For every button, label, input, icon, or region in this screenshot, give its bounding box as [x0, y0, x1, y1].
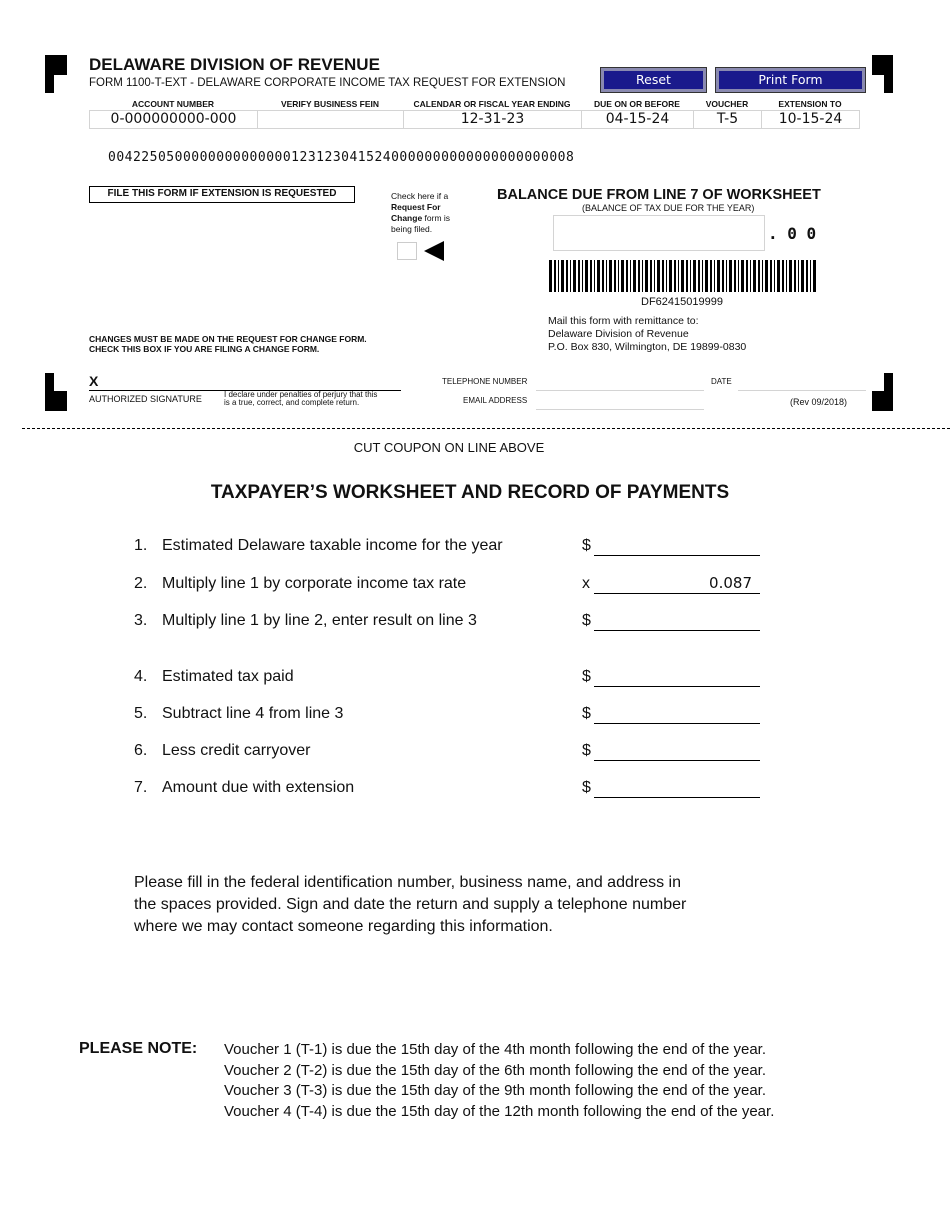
barcode-bar: [621, 260, 624, 292]
worksheet-title: TAXPAYER’S WORKSHEET AND RECORD OF PAYMENTS: [210, 482, 730, 503]
barcode-bar: [666, 260, 667, 292]
barcode-bar: [722, 260, 724, 292]
barcode-bar: [609, 260, 612, 292]
verify-fein-field[interactable]: [257, 110, 404, 129]
barcode-bar: [698, 260, 700, 292]
mail-line-2: Delaware Division of Revenue: [548, 328, 689, 340]
telephone-field[interactable]: [536, 390, 704, 391]
worksheet-line-number: 7.: [134, 779, 148, 796]
account-number-field[interactable]: 0-000000000-000: [89, 110, 258, 129]
print-form-button[interactable]: Print Form: [716, 68, 865, 92]
declare-line-2: is a true, correct, and complete return.: [224, 398, 360, 407]
barcode-bar: [690, 260, 691, 292]
worksheet-line-label: [134, 779, 354, 797]
registration-mark-top-right-arm: [872, 55, 893, 75]
barcode-bar: [606, 260, 607, 292]
barcode-bar: [801, 260, 804, 292]
worksheet-line-number: 4.: [134, 668, 148, 685]
registration-mark-bottom-right-arm: [872, 391, 893, 411]
worksheet-line-symbol: $: [582, 668, 591, 685]
worksheet-line-7-input[interactable]: [594, 778, 760, 798]
barcode-bar: [729, 260, 732, 292]
worksheet-line-1-input[interactable]: [594, 536, 760, 556]
changes-line-2: CHECK THIS BOX IF YOU ARE FILING A CHANGE FORM.: [89, 344, 320, 354]
barcode-bar: [570, 260, 571, 292]
worksheet-line-3-input[interactable]: [594, 611, 760, 631]
balance-due-title: BALANCE DUE FROM LINE 7 OF WORKSHEET: [497, 187, 821, 203]
cut-line: [22, 428, 950, 429]
barcode-bar: [561, 260, 564, 292]
change-note-bold: Request For Change: [391, 202, 441, 223]
extension-to-label: EXTENSION TO: [778, 99, 842, 109]
change-form-notice: [89, 334, 367, 354]
barcode-bar: [746, 260, 748, 292]
change-form-checkbox[interactable]: [397, 242, 417, 260]
worksheet-line-text: Multiply line 1 by line 2, enter result on line 3: [162, 612, 477, 629]
instructions-paragraph: [134, 872, 814, 938]
worksheet-line-symbol: x: [582, 575, 590, 592]
barcode-bar: [786, 260, 787, 292]
barcode-bar: [642, 260, 643, 292]
barcode-bar: [578, 260, 580, 292]
worksheet-line-label: [134, 705, 343, 723]
barcode-bar: [602, 260, 604, 292]
extension-to-field[interactable]: 10-15-24: [761, 110, 860, 129]
voucher-note: Voucher 4 (T-4) is due the 15th day of the 12th month following the end of the year.: [224, 1102, 775, 1120]
voucher-label: VOUCHER: [705, 99, 749, 109]
worksheet-line-label: [134, 575, 466, 593]
barcode-bar: [549, 260, 552, 292]
barcode-bar: [734, 260, 736, 292]
worksheet-line-label: [134, 612, 477, 630]
form-title: FORM 1100-T-EXT - DELAWARE CORPORATE INCOME TAX REQUEST FOR EXTENSION: [89, 77, 566, 89]
barcode-bar: [662, 260, 664, 292]
balance-due-subtitle: (BALANCE OF TAX DUE FOR THE YEAR): [582, 203, 755, 213]
worksheet-line-symbol: $: [582, 779, 591, 796]
barcode-bar: [686, 260, 688, 292]
declare-line-1: I declare under penalties of perjury that this: [224, 390, 378, 399]
barcode-bar: [585, 260, 588, 292]
year-ending-field[interactable]: 12-31-23: [403, 110, 582, 129]
reset-button[interactable]: Reset: [601, 68, 706, 92]
file-notice: FILE THIS FORM IF EXTENSION IS REQUESTED: [89, 186, 355, 203]
barcode-bar: [630, 260, 631, 292]
worksheet-line-symbol: $: [582, 537, 591, 554]
barcode-bar: [806, 260, 808, 292]
worksheet-line-text: Estimated tax paid: [162, 668, 294, 685]
email-field[interactable]: [536, 409, 704, 410]
change-note-pre: Check here if a: [391, 191, 449, 201]
document-code: DF62415019999: [641, 296, 723, 308]
signature-x-mark: X: [89, 373, 99, 389]
barcode-bar: [798, 260, 799, 292]
barcode-bar: [558, 260, 559, 292]
barcode-bar: [638, 260, 640, 292]
barcode-image: [549, 260, 819, 292]
balance-due-input[interactable]: [553, 215, 765, 251]
barcode-bar: [770, 260, 772, 292]
barcode-bar: [618, 260, 619, 292]
verify-fein-label: VERIFY BUSINESS FEIN: [280, 99, 380, 109]
barcode-bar: [582, 260, 583, 292]
barcode-bar: [702, 260, 703, 292]
barcode-bar: [717, 260, 720, 292]
barcode-bar: [765, 260, 768, 292]
barcode-bar: [714, 260, 715, 292]
barcode-bar: [678, 260, 679, 292]
barcode-bar: [669, 260, 672, 292]
worksheet-line-label: [134, 668, 294, 686]
mailing-address: [548, 315, 746, 354]
barcode-bar: [774, 260, 775, 292]
barcode-bar: [726, 260, 727, 292]
barcode-bar: [693, 260, 696, 292]
barcode-bar: [738, 260, 739, 292]
date-label: DATE: [711, 377, 732, 386]
barcode-bar: [710, 260, 712, 292]
worksheet-line-number: 6.: [134, 742, 148, 759]
registration-mark-top-left-arm: [45, 55, 67, 75]
barcode-bar: [813, 260, 816, 292]
worksheet-line-text: Less credit carryover: [162, 742, 311, 759]
barcode-bar: [614, 260, 616, 292]
barcode-bar: [633, 260, 636, 292]
worksheet-line-label: [134, 537, 503, 555]
scan-line: 00422505000000000000001231230415240000000000000000000008: [108, 150, 575, 165]
due-date-label: DUE ON OR BEFORE: [594, 99, 680, 109]
instructions-line-3: where we may contact someone regarding this information.: [134, 918, 553, 935]
barcode-bar: [810, 260, 811, 292]
change-request-note: [391, 191, 463, 235]
registration-mark-bottom-left-arm: [45, 391, 67, 411]
revision-label: (Rev 09/2018): [790, 397, 848, 407]
barcode-bar: [554, 260, 556, 292]
worksheet-line-symbol: $: [582, 612, 591, 629]
date-field[interactable]: [738, 390, 866, 391]
instructions-line-2: the spaces provided. Sign and date the return and supply a telephone number: [134, 896, 687, 913]
please-note-label: PLEASE NOTE:: [79, 1040, 198, 1057]
barcode-bar: [650, 260, 652, 292]
barcode-bar: [654, 260, 655, 292]
worksheet-line-symbol: $: [582, 705, 591, 722]
barcode-bar: [626, 260, 628, 292]
worksheet-line-text: Estimated Delaware taxable income for the year: [162, 537, 503, 554]
worksheet-line-6-input[interactable]: [594, 741, 760, 761]
worksheet-line-number: 5.: [134, 705, 148, 722]
voucher-due-notes: [224, 1040, 774, 1122]
voucher-note: Voucher 2 (T-2) is due the 15th day of the 6th month following the end of the year.: [224, 1061, 767, 1079]
changes-line-1: CHANGES MUST BE MADE ON THE REQUEST FOR CHANGE FORM.: [89, 334, 367, 344]
barcode-bar: [750, 260, 751, 292]
barcode-bar: [681, 260, 684, 292]
barcode-bar: [590, 260, 592, 292]
voucher-field[interactable]: T-5: [693, 110, 762, 129]
barcode-bar: [777, 260, 780, 292]
barcode-bar: [705, 260, 708, 292]
barcode-bar: [794, 260, 796, 292]
worksheet-line-label: [134, 742, 311, 760]
barcode-bar: [789, 260, 792, 292]
barcode-bar: [753, 260, 756, 292]
barcode-bar: [741, 260, 744, 292]
telephone-label: TELEPHONE NUMBER: [442, 377, 528, 386]
perjury-declaration: [224, 391, 377, 407]
cut-instruction: CUT COUPON ON LINE ABOVE: [353, 440, 545, 455]
barcode-bar: [645, 260, 648, 292]
barcode-bar: [597, 260, 600, 292]
due-date-field[interactable]: 04-15-24: [581, 110, 694, 129]
worksheet-line-2-input[interactable]: 0.087: [594, 574, 760, 594]
change-note-post: form is being filed.: [391, 213, 451, 234]
mail-line-3: P.O. Box 830, Wilmington, DE 19899-0830: [548, 341, 747, 353]
worksheet-line-number: 3.: [134, 612, 148, 629]
worksheet-line-text: Subtract line 4 from line 3: [162, 705, 344, 722]
worksheet-line-symbol: $: [582, 742, 591, 759]
barcode-bar: [758, 260, 760, 292]
barcode-bar: [674, 260, 676, 292]
worksheet-line-4-input[interactable]: [594, 667, 760, 687]
worksheet-line-number: 1.: [134, 537, 148, 554]
balance-cents: . 0 0: [768, 224, 817, 243]
worksheet-line-number: 2.: [134, 575, 148, 592]
barcode-bar: [566, 260, 568, 292]
barcode-bar: [594, 260, 595, 292]
email-label: EMAIL ADDRESS: [463, 396, 528, 405]
barcode-bar: [762, 260, 763, 292]
mail-line-1: Mail this form with remittance to:: [548, 315, 699, 327]
voucher-note: Voucher 3 (T-3) is due the 15th day of the 9th month following the end of the year.: [224, 1082, 767, 1099]
signature-label: AUTHORIZED SIGNATURE: [89, 394, 202, 404]
barcode-bar: [782, 260, 784, 292]
barcode-bar: [573, 260, 576, 292]
agency-title: DELAWARE DIVISION OF REVENUE: [89, 55, 380, 74]
worksheet-line-text: Multiply line 1 by corporate income tax rate: [162, 575, 467, 592]
worksheet-line-text: Amount due with extension: [162, 779, 355, 796]
account-number-label: ACCOUNT NUMBER: [131, 99, 215, 109]
instructions-line-1: Please fill in the federal identification number, business name, and address in: [134, 874, 681, 891]
voucher-note: Voucher 1 (T-1) is due the 15th day of the 4th month following the end of the year.: [224, 1041, 767, 1058]
year-ending-label: CALENDAR OR FISCAL YEAR ENDING: [413, 99, 571, 109]
left-arrow-icon: [424, 241, 444, 261]
barcode-bar: [657, 260, 660, 292]
worksheet-line-5-input[interactable]: [594, 704, 760, 724]
